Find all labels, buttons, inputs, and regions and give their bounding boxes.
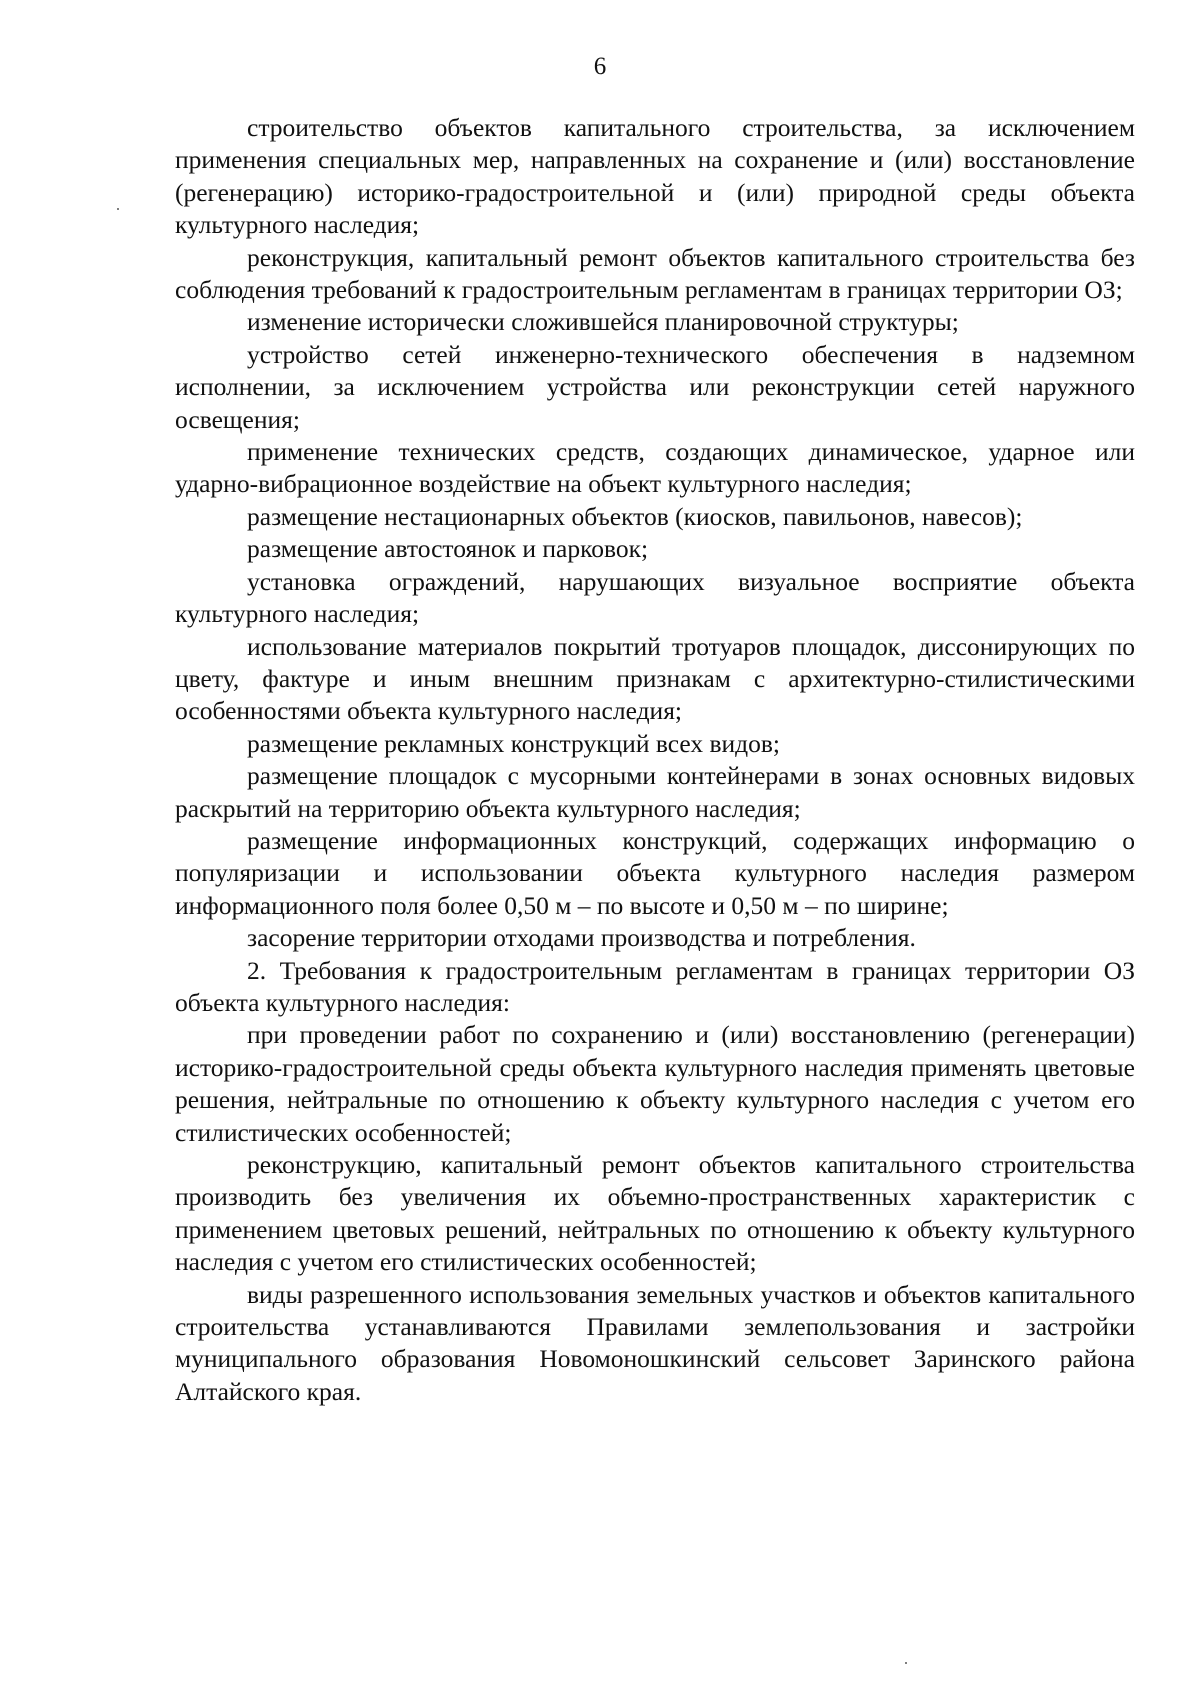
scan-speck	[905, 1662, 907, 1664]
paragraph: засорение территории отходами производства и потребления.	[247, 923, 916, 953]
paragraph: использование материалов покрытий тротуаров площадок, диссонирующих по цвету, фактуре и иным внешним признакам с архитектурно-стилистическими особенностями объекта культурного наследия;	[175, 631, 1135, 726]
paragraph: размещение площадок с мусорными контейнерами в зонах основных видовых раскрытий на территорию объекта культурного наследия;	[175, 761, 1135, 823]
paragraph: размещение нестационарных объектов (киосков, павильонов, навесов);	[247, 501, 1023, 531]
paragraph: размещение автостоянок и парковок;	[247, 534, 649, 564]
paragraph: при проведении работ по сохранению и (или) восстановлению (регенерации) историко-градостроительной среды объекта культурного наследия применять цветовые решения, нейтральные по отношению к объекту культурного наследия с учетом его стилистических особенностей;	[175, 1020, 1135, 1147]
paragraph: размещение рекламных конструкций всех видов;	[247, 728, 781, 758]
paragraph: реконструкцию, капитальный ремонт объектов капитального строительства производить без увеличения их объемно-пространственных характеристик с применением цветовых решений, нейтральных по отношению к объекту культурного наследия с учетом его стилистических особенностей;	[175, 1150, 1135, 1277]
paragraph: изменение исторически сложившейся планировочной структуры;	[247, 307, 959, 337]
paragraph: установка ограждений, нарушающих визуальное восприятие объекта культурного наследия;	[175, 566, 1135, 629]
paragraph: устройство сетей инженерно-технического обеспечения в надземном исполнении, за исключением устройства или реконструкции сетей наружного освещения;	[175, 339, 1135, 434]
paragraph: реконструкция, капитальный ремонт объектов капитального строительства без соблюдения требований к градостроительным регламентам в границах территории ОЗ;	[175, 242, 1135, 305]
page-number: 6	[593, 53, 607, 80]
paragraph: размещение информационных конструкций, содержащих информацию о популяризации и использовании объекта культурного наследия размером информационного поля более 0,50 м – по высоте и 0,50 м – по ширине;	[175, 825, 1135, 920]
paragraph: применение технических средств, создающих динамическое, ударное или ударно-вибрационное воздействие на объект культурного наследия;	[175, 437, 1135, 499]
paragraph: 2. Требования к градостроительным регламентам в границах территории ОЗ объекта культурного наследия:	[175, 955, 1135, 1017]
paragraph: виды разрешенного использования земельных участков и объектов капитального строительства устанавливаются Правилами землепользования и застройки муниципального образования Новомоношкинский сельсовет Заринского района Алтайского края.	[175, 1279, 1135, 1406]
paragraph: строительство объектов капитального строительства, за исключением применения специальных мер, направленных на сохранение и (или) восстановление (регенерацию) историко-градостроительной и (или) природной среды объекта культурного наследия;	[175, 113, 1135, 240]
scan-speck	[117, 208, 119, 210]
document-body	[175, 112, 1135, 1408]
